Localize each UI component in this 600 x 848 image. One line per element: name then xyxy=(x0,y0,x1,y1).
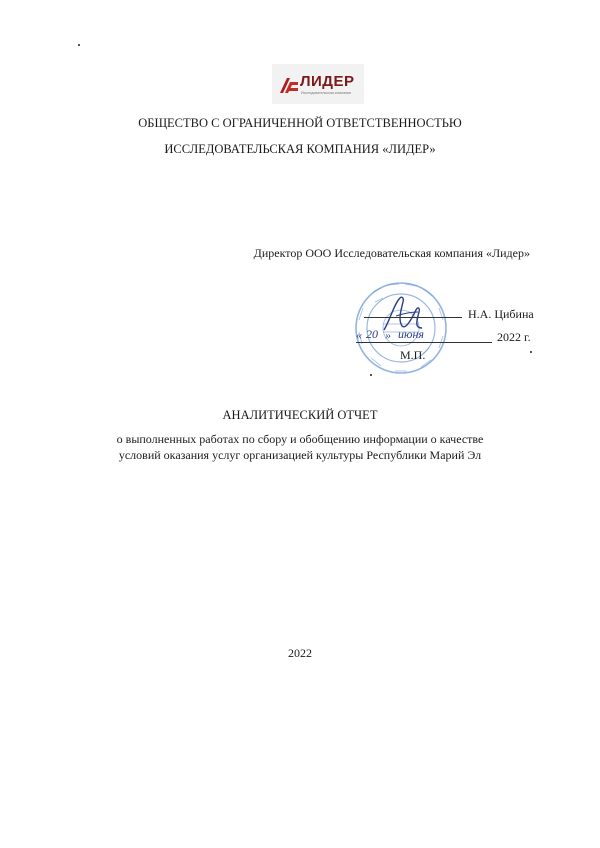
company-name-line-1: ОБЩЕСТВО С ОГРАНИЧЕННОЙ ОТВЕТСТВЕННОСТЬЮ xyxy=(138,116,462,130)
document-year: 2022 xyxy=(288,646,312,660)
logo-mark-icon xyxy=(278,76,300,94)
company-name-line-2: ИССЛЕДОВАТЕЛЬСКАЯ КОМПАНИЯ «ЛИДЕР» xyxy=(164,142,436,156)
report-subtitle-line-1: о выполненных работах по сбору и обобщению информации о качестве xyxy=(116,432,484,446)
seal-mark-label: М.П. xyxy=(400,348,426,362)
logo-wordmark: ЛИДЕР xyxy=(300,73,355,90)
report-subtitle-line-2: условий оказания услуг организацией культуры Республики Марий Эл xyxy=(118,448,482,462)
date-open-quote: « xyxy=(356,328,362,342)
date-month: июня xyxy=(398,327,424,341)
date-year: 2022 г. xyxy=(497,330,531,344)
date-close-quote: » xyxy=(385,328,391,342)
date-day: 20 xyxy=(366,327,378,341)
scan-speck xyxy=(530,351,532,353)
scan-speck xyxy=(78,44,80,46)
company-logo xyxy=(272,64,364,104)
logo-subtitle: Исследовательская компания xyxy=(301,91,351,95)
signature-line xyxy=(364,317,462,318)
date-underline xyxy=(356,342,492,343)
report-title: АНАЛИТИЧЕСКИЙ ОТЧЕТ xyxy=(222,408,378,422)
director-title: Директор ООО Исследовательская компания «Лидер» xyxy=(253,246,530,260)
director-name: Н.А. Цибина xyxy=(468,307,534,321)
